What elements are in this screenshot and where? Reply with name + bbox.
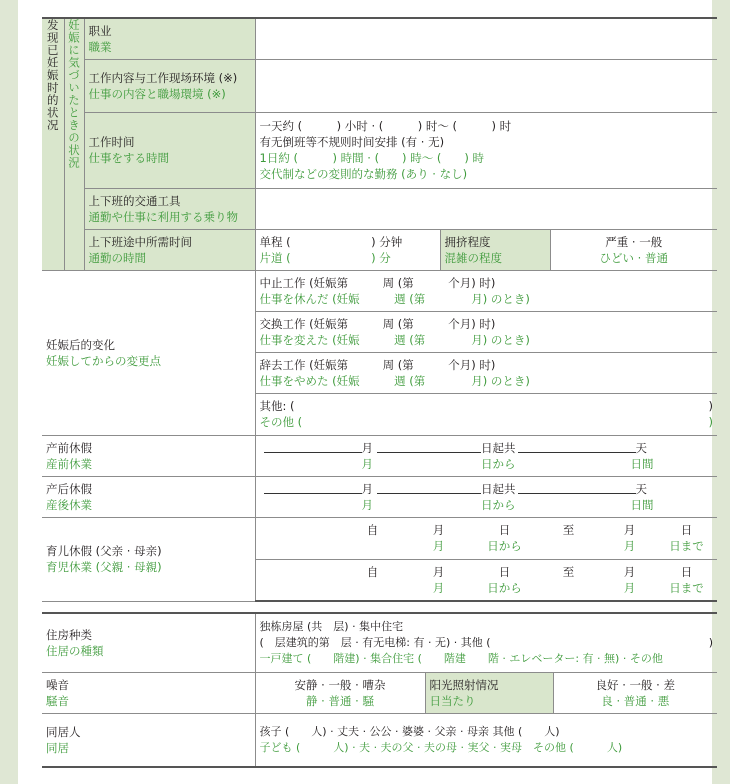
label-cohabitants: 同居人 同居 (42, 713, 255, 767)
work-content-field[interactable] (255, 59, 717, 112)
change-other[interactable]: 其他: ( ) その他 ( ) (255, 393, 717, 435)
transport-field[interactable] (255, 188, 717, 229)
section-label-jp: 妊娠に気づいたときの状況 (64, 18, 84, 270)
work-hours-field[interactable]: 一天约 ( ) 小时 · ( ) 时～ ( ) 时 有无倒班等不规则时间安排 (有 · 无) 1日約 ( ) 時間 · ( ) 時～ ( ) 時 交代制などの変則的な勤務 (あり · なし) (255, 112, 717, 188)
label-postnatal-leave: 产后休假 産後休業 (42, 476, 255, 517)
label-commute-time: 上下班途中所需时间 通勤の時間 (84, 229, 255, 270)
label-sunlight: 阳光照射情况 日当たり (425, 672, 553, 713)
label-childcare-leave: 育儿休假 (父亲 · 母亲) 育児休業 (父親 · 母親) (42, 517, 255, 601)
label-housing: 住房种类 住居の種類 (42, 613, 255, 672)
housing-field[interactable]: 独栋房屋 (共 层) · 集中住宅 ( 层建筑的第 层 · 有无电梯: 有 · 无) · 其他 ( ) 一戸建て ( 階建) · 集合住宅 ( 階建 階 · エレベーター: 有 · 無) · その他 (255, 613, 717, 672)
cohabitants-field[interactable]: 孩子 ( 人) · 丈夫 · 公公 · 婆婆 · 父亲 · 母亲 其他 ( 人) 子ども ( 人) · 夫 · 夫の父 · 夫の母 · 実父 · 実母 その他 ( 人) (255, 713, 717, 767)
occupation-field[interactable] (255, 18, 717, 59)
childcare-leave-field[interactable]: 自 月 日 至 月 日 月 日から 月 日まで (255, 559, 717, 601)
change-item[interactable]: 交换工作 (妊娠第 周 (第 个月) 时) 仕事を変えた (妊娠 週 (第 月) のとき) (255, 311, 717, 352)
change-item[interactable]: 中止工作 (妊娠第 周 (第 个月) 时) 仕事を休んだ (妊娠 週 (第 月) のとき) (255, 270, 717, 311)
label-noise: 噪音 騒音 (42, 672, 255, 713)
crowding-options[interactable]: 严重 · 一般 ひどい · 普通 (550, 229, 717, 270)
label-prenatal-leave: 产前休假 産前休業 (42, 435, 255, 476)
section-label-cn: 发现已妊娠时的状况 (42, 18, 64, 270)
childcare-leave-field[interactable]: 自 月 日 至 月 日 月 日から 月 日まで (255, 517, 717, 559)
sunlight-options[interactable]: 良好 · 一般 · 差 良 · 普通 · 悪 (553, 672, 717, 713)
commute-time-field[interactable]: 单程 ( ) 分钟 片道 ( ) 分 (255, 229, 440, 270)
label-crowding: 拥挤程度 混雑の程度 (440, 229, 550, 270)
prenatal-leave-field[interactable]: 月 日起共 天 月 日から 日間 (255, 435, 717, 476)
form-page (18, 0, 712, 784)
pregnancy-status-table (42, 17, 717, 602)
label-changes: 妊娠后的变化 妊娠してからの変更点 (42, 270, 255, 435)
housing-table (42, 612, 717, 768)
label-occupation: 职业 職業 (84, 18, 255, 59)
label-work-hours: 工作时间 仕事をする時間 (84, 112, 255, 188)
change-item[interactable]: 辞去工作 (妊娠第 周 (第 个月) 时) 仕事をやめた (妊娠 週 (第 月) のとき) (255, 352, 717, 393)
label-work-content: 工作内容与工作现场环境 (※) 仕事の内容と職場環境 (※) (84, 59, 255, 112)
noise-options[interactable]: 安静 · 一般 · 嘈杂 静 · 普通 · 騒 (255, 672, 425, 713)
postnatal-leave-field[interactable]: 月 日起共 天 月 日から 日間 (255, 476, 717, 517)
label-transport: 上下班的交通工具 通勤や仕事に利用する乗り物 (84, 188, 255, 229)
